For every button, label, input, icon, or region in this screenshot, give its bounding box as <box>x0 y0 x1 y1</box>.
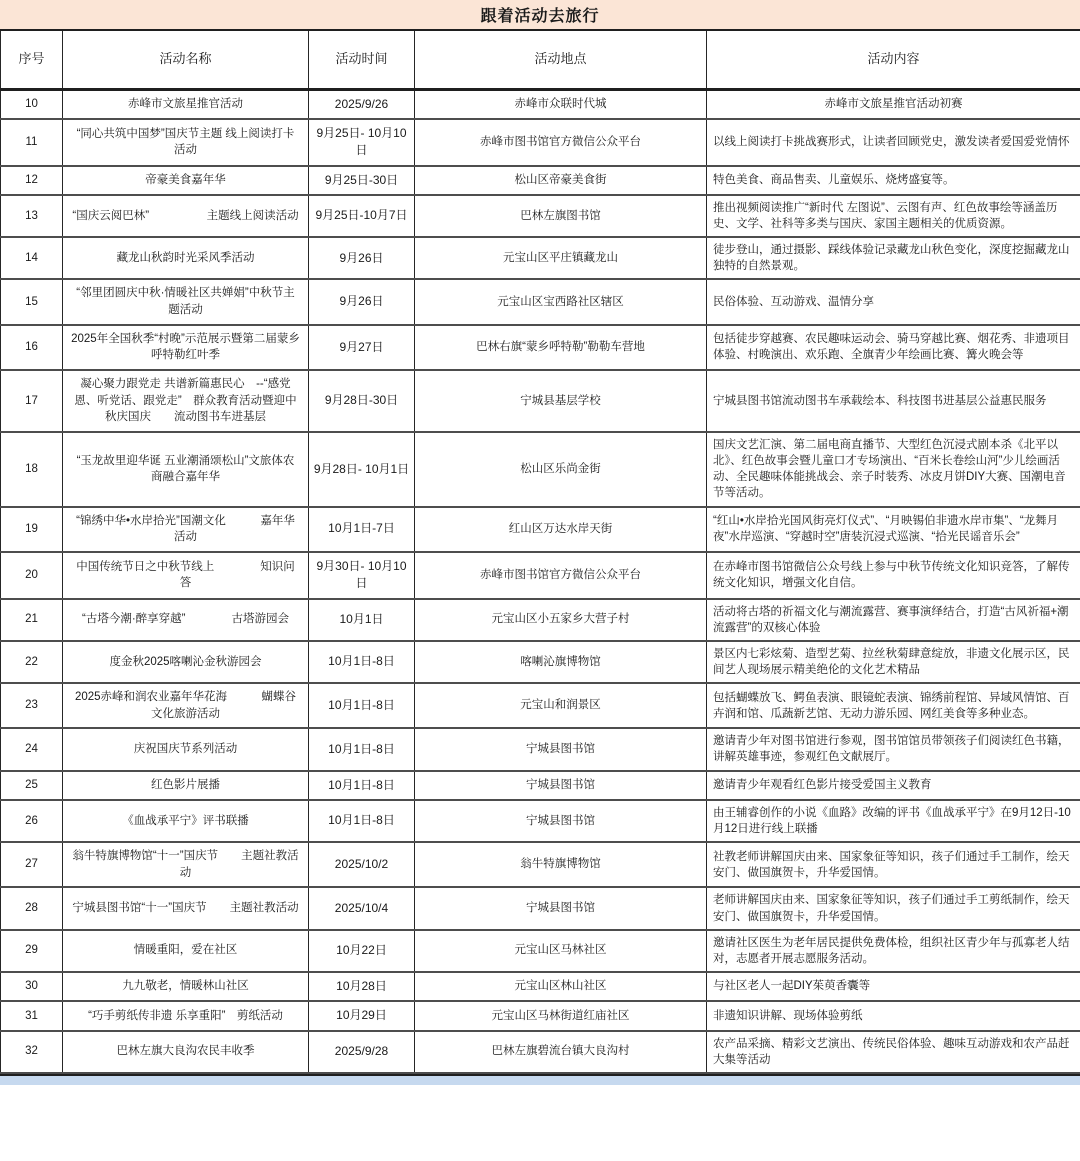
cell-row-index: 24 <box>1 728 63 770</box>
cell-row-index: 25 <box>1 771 63 800</box>
cell-activity-place: 宁城县图书馆 <box>415 800 707 842</box>
cell-activity-time: 9月25日-10月7日 <box>309 195 415 237</box>
page-title: 跟着活动去旅行 <box>480 8 600 25</box>
table-row <box>1 887 1080 929</box>
cell-activity-place: 宁城县图书馆 <box>415 728 707 770</box>
cell-activity-place: 红山区万达水岸天街 <box>415 507 707 552</box>
cell-activity-name: 九九敬老，情暖林山社区 <box>63 972 309 1001</box>
table-row <box>1 771 1080 800</box>
cell-activity-name: “邻里团圆庆中秋·情暖社区共婵娟”中秋节主题活动 <box>63 279 309 324</box>
table-row <box>1 683 1080 728</box>
cell-row-index: 27 <box>1 842 63 887</box>
cell-row-index: 17 <box>1 370 63 432</box>
cell-activity-time: 10月1日-8日 <box>309 800 415 842</box>
cell-activity-content: 包括徒步穿越赛、农民趣味运动会、骑马穿越比赛、烟花秀、非遗项目体验、村晚演出、欢乐跑、全旗青少年绘画比赛、篝火晚会等 <box>707 325 1080 370</box>
cell-activity-content: 邀请社区医生为老年居民提供免费体检，组织社区青少年与孤寡老人结对，志愿者开展志愿服务活动。 <box>707 930 1080 972</box>
cell-activity-name: 凝心聚力跟党走 共谱新篇惠民心 --“感党恩、听党话、跟党走” 群众教育活动暨迎中秋庆国庆 流动图书车进基层 <box>63 370 309 432</box>
cell-activity-time: 10月29日 <box>309 1001 415 1030</box>
cell-activity-time: 10月28日 <box>309 972 415 1001</box>
cell-activity-place: 宁城县图书馆 <box>415 771 707 800</box>
cell-activity-place: 赤峰市图书馆官方微信公众平台 <box>415 119 707 166</box>
cell-activity-place: 元宝山区马林社区 <box>415 930 707 972</box>
cell-activity-time: 9月25日- 10月10日 <box>309 119 415 166</box>
column-header-place: 活动地点 <box>415 31 707 89</box>
cell-activity-content: 邀请青少年对图书馆进行参观，图书馆馆员带领孩子们阅读红色书籍，讲解英雄事迹，参观红色文献展厅。 <box>707 728 1080 770</box>
cell-activity-content: 景区内七彩炫菊、造型艺菊、拉丝秋菊肆意绽放，非遗文化展示区，民间艺人现场展示精美绝伦的文化艺术精品 <box>707 641 1080 683</box>
cell-activity-name: “巧手剪纸传非遗 乐享重阳” 剪纸活动 <box>63 1001 309 1030</box>
cell-activity-name: 《血战承平宁》评书联播 <box>63 800 309 842</box>
cell-activity-place: 元宝山区小五家乡大营子村 <box>415 599 707 641</box>
cell-activity-name: 翁牛特旗博物馆“十一”国庆节 主题社教活动 <box>63 842 309 887</box>
cell-row-index: 15 <box>1 279 63 324</box>
cell-row-index: 30 <box>1 972 63 1001</box>
cell-activity-place: 喀喇沁旗博物馆 <box>415 641 707 683</box>
cell-activity-time: 10月22日 <box>309 930 415 972</box>
cell-activity-name: 2025年全国秋季“村晚”示范展示暨第二届蒙乡呼特勒红叶季 <box>63 325 309 370</box>
cell-activity-name: 宁城县图书馆“十一”国庆节 主题社教活动 <box>63 887 309 929</box>
table-row <box>1 1001 1080 1030</box>
table-row <box>1 507 1080 552</box>
column-header-no: 序号 <box>1 31 63 89</box>
cell-activity-place: 元宝山区马林街道红庙社区 <box>415 1001 707 1030</box>
cell-activity-time: 10月1日-8日 <box>309 683 415 728</box>
cell-activity-content: 推出视频阅读推广“新时代 左图说”、云图有声、红色故事绘等涵盖历史、文学、社科等多类与国庆、家国主题相关的优质资源。 <box>707 195 1080 237</box>
cell-activity-content: 特色美食、商品售卖、儿童娱乐、烧烤盛宴等。 <box>707 166 1080 195</box>
table-row <box>1 842 1080 887</box>
cell-activity-place: 松山区乐尚金街 <box>415 432 707 506</box>
cell-activity-content: 与社区老人一起DIY茱萸香囊等 <box>707 972 1080 1001</box>
cell-activity-content: 农产品采摘、精彩文艺演出、传统民俗体验、趣味互动游戏和农产品赶大集等活动 <box>707 1031 1080 1073</box>
cell-activity-content: 由王辅睿创作的小说《血路》改编的评书《血战承平宁》在9月12日-10月12日进行线上联播 <box>707 800 1080 842</box>
cell-activity-time: 9月30日- 10月10日 <box>309 552 415 599</box>
cell-activity-name: 帝豪美食嘉年华 <box>63 166 309 195</box>
cell-activity-content: 民俗体验、互动游戏、温情分享 <box>707 279 1080 324</box>
cell-row-index: 18 <box>1 432 63 506</box>
table-header <box>1 31 1080 89</box>
cell-row-index: 29 <box>1 930 63 972</box>
next-section-strip <box>0 1074 1080 1085</box>
cell-activity-name: 度金秋2025喀喇沁金秋游园会 <box>63 641 309 683</box>
table-row <box>1 370 1080 432</box>
table-row <box>1 1031 1080 1073</box>
cell-activity-time: 10月1日-8日 <box>309 641 415 683</box>
table-row <box>1 599 1080 641</box>
table-row <box>1 432 1080 506</box>
cell-activity-place: 巴林右旗“蒙乡呼特勒”勒勒车营地 <box>415 325 707 370</box>
cell-activity-name: “锦绣中华•水岸拾光”国潮文化 嘉年华活动 <box>63 507 309 552</box>
cell-activity-place: 元宝山区平庄镇藏龙山 <box>415 237 707 279</box>
cell-activity-content: 以线上阅读打卡挑战赛形式，让读者回顾党史，激发读者爱国爱党情怀 <box>707 119 1080 166</box>
table-row <box>1 237 1080 279</box>
cell-activity-content: 邀请青少年观看红色影片接受爱国主义教育 <box>707 771 1080 800</box>
cell-activity-name: “国庆云阅巴林” 主题线上阅读活动 <box>63 195 309 237</box>
cell-activity-name: 2025赤峰和润农业嘉年华花海 蝴蝶谷文化旅游活动 <box>63 683 309 728</box>
cell-activity-content: 包括蝴蝶放飞、鳄鱼表演、眼镜蛇表演、锦绣前程馆、异域风情馆、百卉润和馆、瓜蔬新艺馆、无动力游乐园、网红美食等多种业态。 <box>707 683 1080 728</box>
cell-activity-content: “红山•水岸拾光国风街亮灯仪式”、“月映锡伯非遗水岸市集”、“龙舞月夜”水岸巡演、“穿越时空”唐装沉浸式巡演、“拾光民谣音乐会” <box>707 507 1080 552</box>
cell-activity-content: 徒步登山，通过摄影、踩线体验记录藏龙山秋色变化，深度挖掘藏龙山独特的自然景观。 <box>707 237 1080 279</box>
table-row <box>1 800 1080 842</box>
cell-row-index: 12 <box>1 166 63 195</box>
cell-row-index: 14 <box>1 237 63 279</box>
column-header-time: 活动时间 <box>309 31 415 89</box>
cell-activity-content: 国庆文艺汇演、第二届电商直播节、大型红色沉浸式剧本杀《北平以北》、红色故事会暨儿童口才专场演出、“百米长卷绘山河”少儿绘画活动、全民趣味体能挑战会、亲子时装秀、冰皮月饼DIY大赛、国潮电音节等活动。 <box>707 432 1080 506</box>
cell-activity-place: 巴林左旗碧流台镇大良沟村 <box>415 1031 707 1073</box>
cell-activity-name: “玉龙故里迎华诞 五业潮涌颂松山”文旅体农商融合嘉年华 <box>63 432 309 506</box>
cell-activity-time: 9月28日- 10月1日 <box>309 432 415 506</box>
cell-activity-time: 2025/10/2 <box>309 842 415 887</box>
cell-activity-time: 9月26日 <box>309 237 415 279</box>
cell-activity-place: 宁城县图书馆 <box>415 887 707 929</box>
cell-activity-place: 翁牛特旗博物馆 <box>415 842 707 887</box>
cell-activity-content: 老师讲解国庆由来、国家象征等知识，孩子们通过手工剪纸制作，绘天安门、做国旗贺卡，升华爱国情。 <box>707 887 1080 929</box>
table-row <box>1 552 1080 599</box>
activities-table <box>0 31 1080 1074</box>
cell-activity-place: 宁城县基层学校 <box>415 370 707 432</box>
cell-row-index: 28 <box>1 887 63 929</box>
cell-activity-time: 10月1日 <box>309 599 415 641</box>
cell-activity-content: 赤峰市文旅星推官活动初赛 <box>707 89 1080 119</box>
table-row <box>1 641 1080 683</box>
cell-row-index: 20 <box>1 552 63 599</box>
cell-row-index: 13 <box>1 195 63 237</box>
cell-row-index: 16 <box>1 325 63 370</box>
cell-activity-name: 巴林左旗大良沟农民丰收季 <box>63 1031 309 1073</box>
cell-activity-place: 元宝山和润景区 <box>415 683 707 728</box>
cell-activity-place: 赤峰市图书馆官方微信公众平台 <box>415 552 707 599</box>
header-row <box>1 31 1080 89</box>
cell-row-index: 26 <box>1 800 63 842</box>
cell-activity-time: 9月28日-30日 <box>309 370 415 432</box>
column-header-name: 活动名称 <box>63 31 309 89</box>
table-row <box>1 728 1080 770</box>
cell-activity-content: 活动将古塔的祈福文化与潮流露营、赛事演绎结合，打造“古风祈福+潮流露营”的双核心体验 <box>707 599 1080 641</box>
column-header-content: 活动内容 <box>707 31 1080 89</box>
cell-row-index: 22 <box>1 641 63 683</box>
cell-activity-name: 红色影片展播 <box>63 771 309 800</box>
cell-activity-name: 赤峰市文旅星推官活动 <box>63 89 309 119</box>
table-row <box>1 119 1080 166</box>
cell-activity-time: 9月26日 <box>309 279 415 324</box>
table-row <box>1 279 1080 324</box>
cell-activity-name: 情暖重阳，爱在社区 <box>63 930 309 972</box>
cell-activity-place: 松山区帝豪美食街 <box>415 166 707 195</box>
cell-row-index: 23 <box>1 683 63 728</box>
table-row <box>1 325 1080 370</box>
table-row <box>1 930 1080 972</box>
table-row <box>1 972 1080 1001</box>
table-body <box>1 89 1080 1073</box>
cell-activity-time: 10月1日-8日 <box>309 728 415 770</box>
cell-activity-time: 9月27日 <box>309 325 415 370</box>
cell-activity-content: 非遗知识讲解、现场体验剪纸 <box>707 1001 1080 1030</box>
cell-activity-name: “古塔今潮·醉享穿越” 古塔游园会 <box>63 599 309 641</box>
cell-activity-time: 9月25日-30日 <box>309 166 415 195</box>
cell-activity-content: 社教老师讲解国庆由来、国家象征等知识，孩子们通过手工制作，绘天安门、做国旗贺卡，升华爱国情。 <box>707 842 1080 887</box>
cell-activity-time: 10月1日-8日 <box>309 771 415 800</box>
table-row <box>1 89 1080 119</box>
cell-row-index: 31 <box>1 1001 63 1030</box>
cell-activity-name: “同心共筑中国梦”国庆节主题 线上阅读打卡活动 <box>63 119 309 166</box>
cell-activity-content: 宁城县图书馆流动图书车承载绘本、科技图书进基层公益惠民服务 <box>707 370 1080 432</box>
cell-activity-place: 元宝山区宝西路社区辖区 <box>415 279 707 324</box>
cell-row-index: 21 <box>1 599 63 641</box>
cell-row-index: 32 <box>1 1031 63 1073</box>
cell-activity-name: 藏龙山秋韵时光采风季活动 <box>63 237 309 279</box>
cell-activity-time: 10月1日-7日 <box>309 507 415 552</box>
cell-activity-time: 2025/10/4 <box>309 887 415 929</box>
cell-activity-name: 中国传统节日之中秋节线上 知识问答 <box>63 552 309 599</box>
cell-activity-place: 赤峰市众联时代城 <box>415 89 707 119</box>
sheet-title-bar <box>0 0 1080 31</box>
cell-row-index: 10 <box>1 89 63 119</box>
table-row <box>1 195 1080 237</box>
cell-row-index: 19 <box>1 507 63 552</box>
cell-row-index: 11 <box>1 119 63 166</box>
table-row <box>1 166 1080 195</box>
cell-activity-time: 2025/9/26 <box>309 89 415 119</box>
cell-activity-place: 元宝山区林山社区 <box>415 972 707 1001</box>
cell-activity-content: 在赤峰市图书馆微信公众号线上参与中秋节传统文化知识竞答，了解传统文化知识，增强文化自信。 <box>707 552 1080 599</box>
cell-activity-name: 庆祝国庆节系列活动 <box>63 728 309 770</box>
cell-activity-time: 2025/9/28 <box>309 1031 415 1073</box>
cell-activity-place: 巴林左旗图书馆 <box>415 195 707 237</box>
